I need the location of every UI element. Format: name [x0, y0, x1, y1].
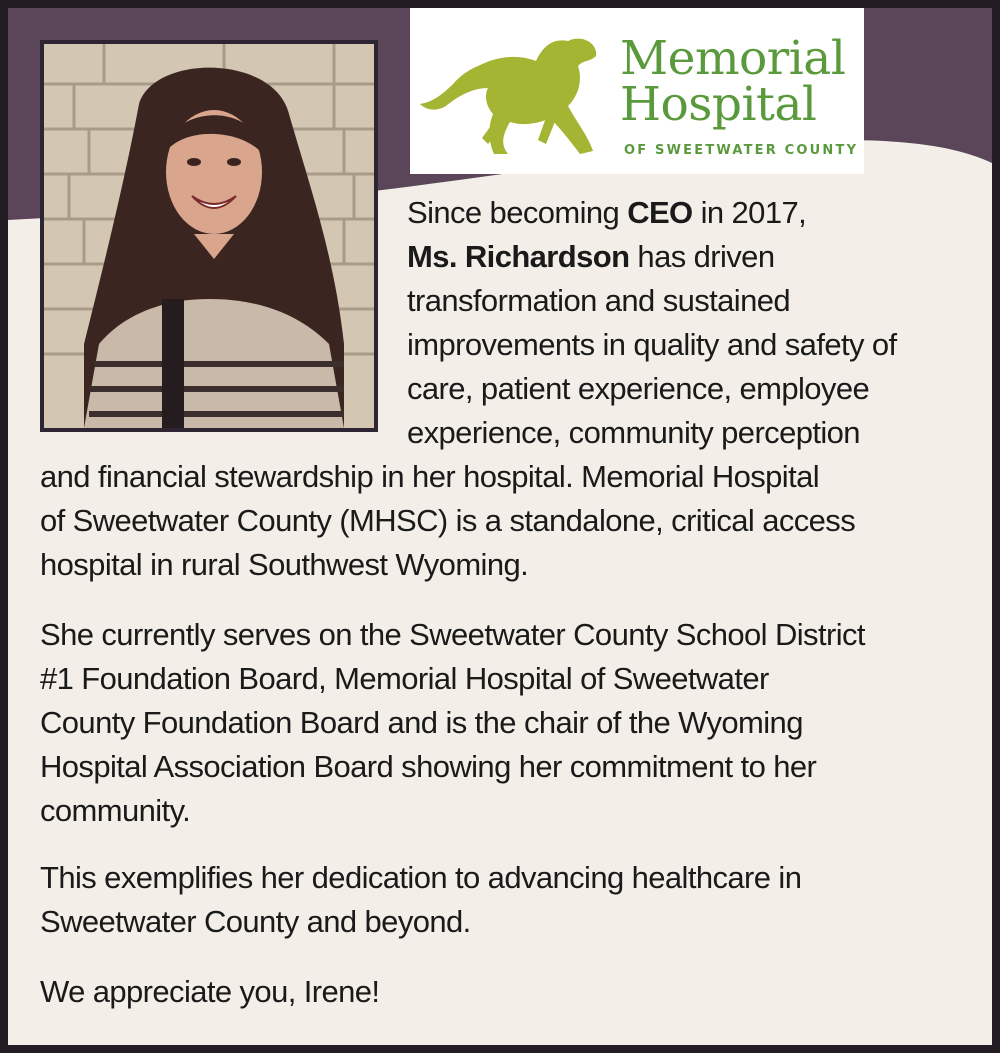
title-emphasis: CEO: [627, 195, 693, 230]
service-line-1: She currently serves on the Sweetwater County School District: [40, 617, 865, 652]
closing-paragraph: [40, 970, 970, 1014]
service-line-2: #1 Foundation Board, Memorial Hospital of Sweetwater: [40, 661, 769, 696]
closing-line: We appreciate you, Irene!: [40, 974, 380, 1009]
service-line-3: County Foundation Board and is the chair of the Wyoming: [40, 705, 803, 740]
intro-line-3: transformation and sustained: [407, 283, 790, 318]
intro-text: Since becoming: [407, 195, 628, 230]
service-paragraph: [40, 613, 970, 833]
intro-line-4: improvements in quality and safety of: [407, 327, 897, 362]
logo-tagline: OF SWEETWATER COUNTY: [624, 143, 859, 158]
intro-line-7: and financial stewardship in her hospital. Memorial Hospital: [40, 459, 820, 494]
intro-line-5: care, patient experience, employee: [407, 371, 870, 406]
horse-icon: [418, 26, 608, 156]
dedication-line-2: Sweetwater County and beyond.: [40, 904, 471, 939]
service-line-5: community.: [40, 793, 191, 828]
dedication-paragraph: [40, 856, 970, 944]
intro-line-2: [407, 235, 967, 279]
intro-line-9: hospital in rural Southwest Wyoming.: [40, 547, 529, 582]
intro-text: in 2017,: [692, 195, 807, 230]
logo-name-line2: Hospital: [620, 77, 817, 132]
portrait-photo: [44, 44, 374, 428]
intro-line-6: experience, community perception: [407, 415, 860, 450]
intro-line-8: of Sweetwater County (MHSC) is a standalone, critical access: [40, 503, 856, 538]
intro-text: has driven: [629, 239, 775, 274]
dedication-line-1: This exemplifies her dedication to advancing healthcare in: [40, 860, 802, 895]
name-emphasis: Ms. Richardson: [407, 239, 630, 274]
logo-name-line1: Memorial: [620, 31, 846, 86]
intro-paragraph-continued: [40, 455, 970, 587]
logo-wordmark: [620, 31, 846, 132]
portrait-frame: [40, 40, 378, 432]
service-line-4: Hospital Association Board showing her commitment to her: [40, 749, 817, 784]
hospital-logo: [410, 8, 864, 174]
content-panel: [8, 8, 992, 1045]
intro-line-1: [407, 191, 967, 235]
intro-paragraph: [407, 191, 967, 455]
